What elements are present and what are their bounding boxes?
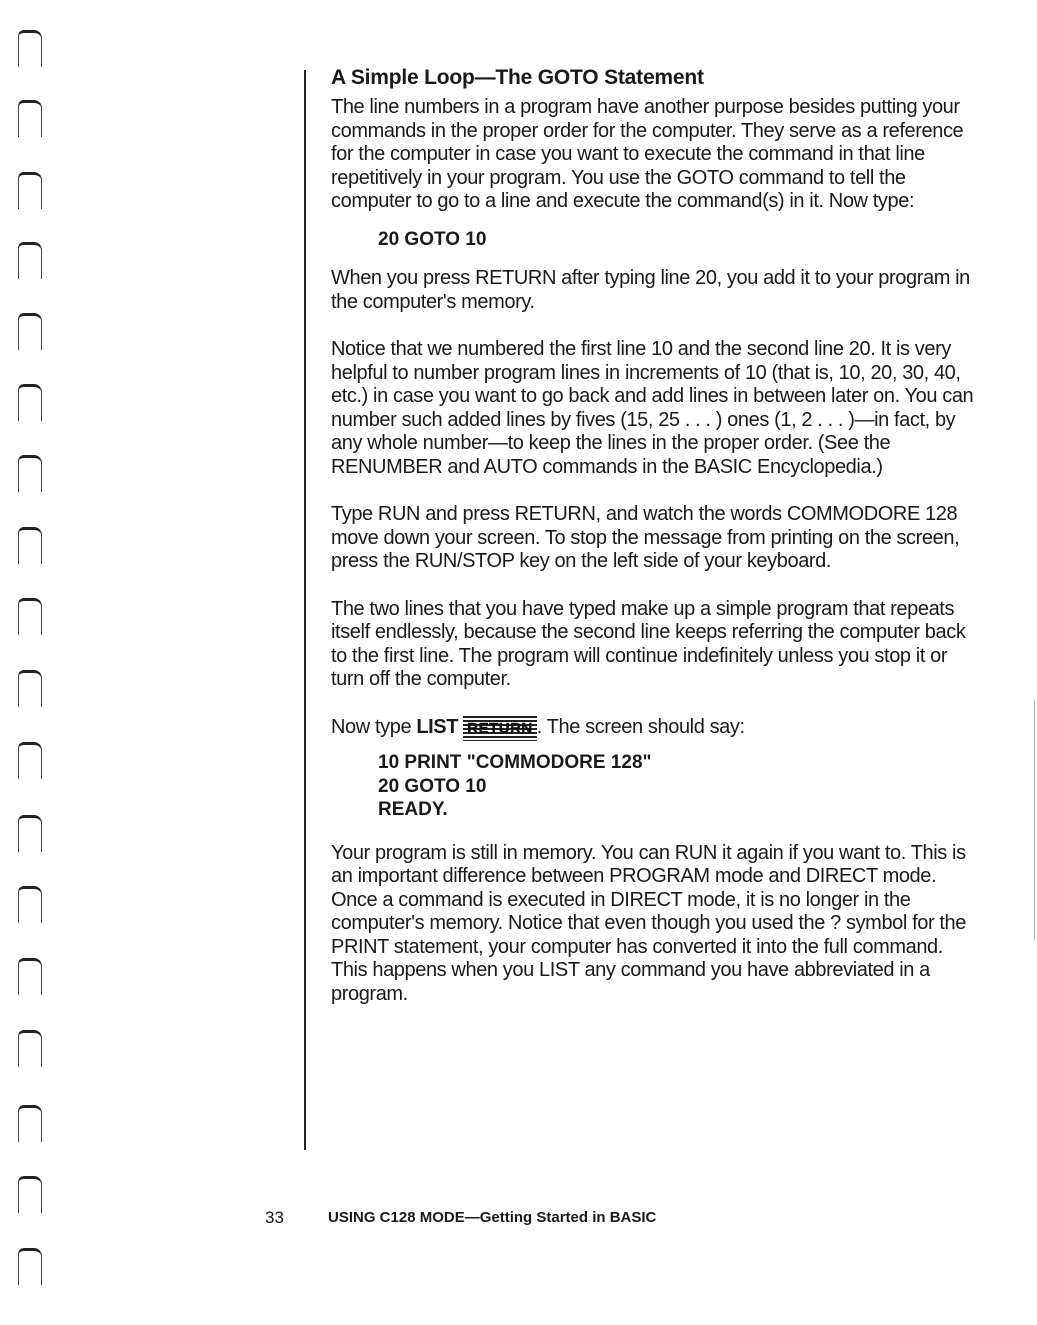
binding-ring [18,172,42,209]
binding-ring [18,30,42,67]
code-line: 20 GOTO 10 [378,775,487,797]
binding-ring [18,958,42,995]
code-line: 10 PRINT "COMMODORE 128" [378,752,652,773]
scan-edge-mark [1034,700,1035,940]
paragraph-numbering: Notice that we numbered the first line 10 and the second line 20. It is very helpful to number program lines in increments of 10 (that is, 10, 20, 30, 40, etc.) in case you want to go back and add lines in between later on. You can number such added lines by fives (15, 25 . . . ) ones (1, 2 . . . )—in fact, by any whole number—to keep the lines in the proper order. (See the RENUMBER and AUTO commands in the BASIC Encyclopedia.) [331,338,974,478]
code-block-goto [378,228,981,252]
paragraph-loop: The two lines that you have typed make up a simple program that repeats itself endlessly, because the second line keeps referring the computer back to the first line. The program will continue indefinitely unless you stop it or turn off the computer. [331,597,966,690]
paragraph-list [331,716,981,742]
binding-ring [18,742,42,779]
binding-ring [18,455,42,492]
section-heading: A Simple Loop—The GOTO Statement [331,66,704,89]
list-suffix: . The screen should say: [536,715,745,738]
page-number: 33 [265,1208,284,1227]
paragraph-memory: Your program is still in memory. You can RUN it again if you want to. This is an important difference between PROGRAM mode and DIRECT mode. Once a command is executed in DIRECT mode, it is no longer in the computer's memory. Notice that even though you used the ? symbol for the PRINT statement, your computer has converted it into the full command. This happens when you LIST any command you have abbreviated in a program. [331,841,966,1005]
binding-ring [18,242,42,279]
page-content [331,66,981,1030]
code-line: READY. [378,799,448,820]
binding-ring [18,313,42,350]
binding-ring [18,598,42,635]
binding-ring [18,1248,42,1285]
margin-rule [304,70,306,1150]
list-prefix: Now type [331,715,417,738]
code-block-listing [378,751,981,822]
paragraph-return: When you press RETURN after typing line 20, you add it to your program in the computer's memory. [331,267,970,313]
binding-ring [18,384,42,421]
binding-ring [18,1105,42,1142]
binding-ring [18,1176,42,1213]
paragraph-run: Type RUN and press RETURN, and watch the words COMMODORE 128 move down your screen. To stop the message from printing on the screen, press the RUN/STOP key on the left side of your keyboard. [331,503,960,572]
list-command: LIST [416,715,459,738]
code-line: 20 GOTO 10 [378,228,487,250]
binding-ring [18,815,42,852]
return-key-icon: RETURN [463,716,537,742]
spiral-binding [0,0,70,1325]
binding-ring [18,527,42,564]
binding-ring [18,670,42,707]
binding-ring [18,1030,42,1067]
binding-ring [18,886,42,923]
paragraph-intro: The line numbers in a program have another purpose besides putting your commands in the proper order for the computer. They serve as a reference for the computer in case you want to execute the command in that line repetitively in your program. You use the GOTO command to tell the computer to go to a line and execute the command(s) in it. Now type: [331,96,964,212]
binding-ring [18,100,42,137]
running-title: USING C128 MODE—Getting Started in BASIC [328,1209,657,1226]
